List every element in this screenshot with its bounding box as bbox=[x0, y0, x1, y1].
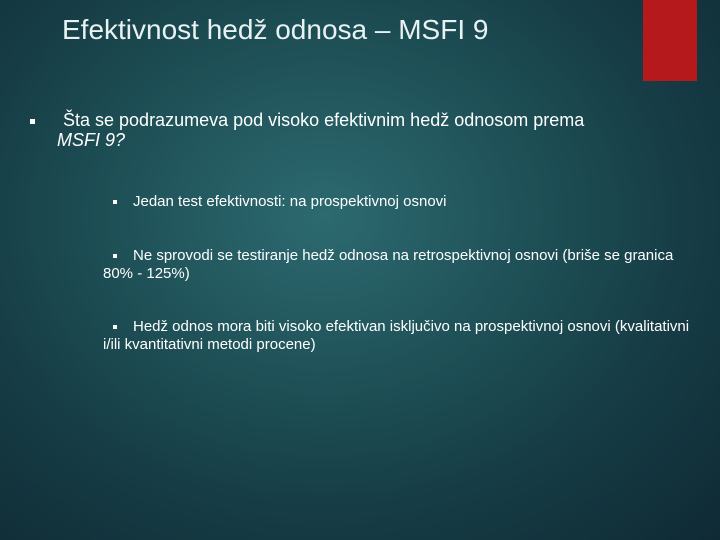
red-accent-bar bbox=[643, 0, 697, 81]
slide-title: Efektivnost hedž odnosa – MSFI 9 bbox=[62, 14, 489, 45]
sub-bullet-text: Hedž odnos mora biti visoko efektivan isključivo na prospektivnoj osnovi (kvalitativni i/ili kvantitativni metodi procene) bbox=[103, 318, 690, 353]
main-bullet-line1: Šta se podrazumeva pod visoko efektivnim hedž odnosom prema bbox=[63, 110, 585, 130]
square-bullet-icon bbox=[30, 119, 35, 124]
sub-bullet-text: Jedan test efektivnosti: na prospektivnoj osnovi bbox=[133, 193, 447, 210]
sub-bullet-text: Ne sprovodi se testiranje hedž odnosa na retrospektivnoj osnovi (briše se granica 80% - 125%) bbox=[103, 247, 674, 282]
main-bullet-line2: MSFI 9? bbox=[57, 130, 126, 150]
main-bullet-text bbox=[57, 110, 703, 150]
